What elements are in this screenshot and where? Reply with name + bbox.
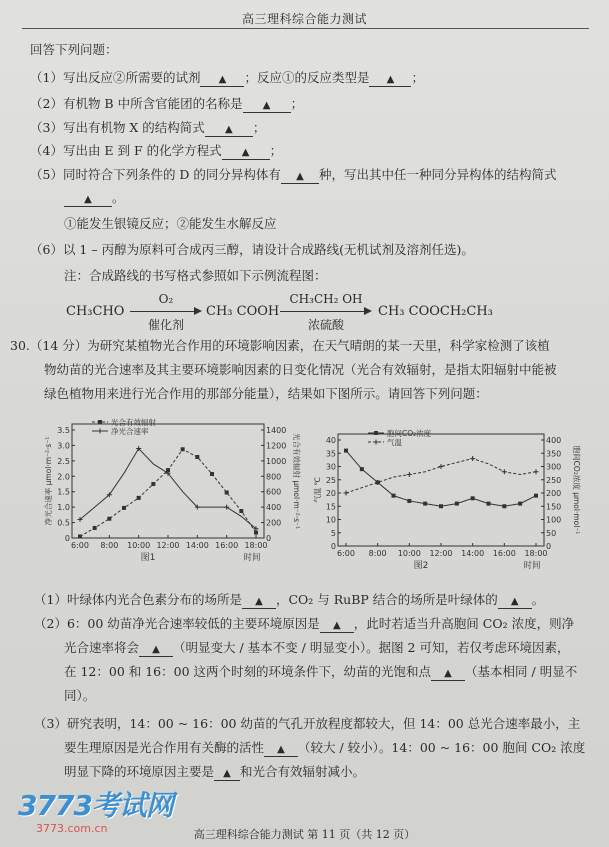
series-line	[80, 449, 256, 529]
x-tick-label: 16:00	[492, 549, 516, 558]
legend-marker	[374, 431, 378, 435]
arrow-2-condition: 浓硫酸	[307, 318, 344, 332]
x-tick-label: 8:00	[100, 541, 119, 550]
legend-marker	[98, 420, 102, 424]
legend-label: 气温	[387, 438, 402, 447]
x-tick-label: 18:00	[244, 541, 268, 550]
series-point	[225, 490, 229, 494]
x-tick-label: 14:00	[185, 541, 209, 550]
right-y-tick-label: 400	[546, 436, 562, 445]
x-axis-label: 时间	[243, 553, 261, 563]
figure-1-svg	[42, 408, 304, 573]
series-point	[471, 496, 475, 500]
right-y-tick-label: 150	[546, 502, 562, 512]
right-y-tick-label: 100	[546, 515, 562, 525]
left-y-tick-label: 20	[325, 489, 336, 498]
left-y-tick-label: 40	[325, 436, 336, 445]
question-3: （3）写出有机物 X 的结构简式 ▲ ；	[30, 120, 266, 135]
left-axis-label: 气温 ℃	[313, 477, 322, 503]
series-point	[407, 499, 411, 503]
right-y-tick-label: 1200	[266, 441, 287, 451]
left-y-tick-label: 0	[330, 542, 336, 551]
header-rule	[22, 28, 589, 29]
left-y-tick-label: 3.0	[57, 441, 70, 451]
reaction-arrow-2	[280, 292, 372, 332]
sub-question-3-line-3: 明显下降的环境原因主要是 ▲ 和光合有效辐射减小。	[64, 764, 366, 779]
left-y-tick-label: 35	[325, 449, 336, 459]
plot-frame	[338, 434, 544, 546]
question-5: （5）同时符合下列条件的 D 的同分异构体有 ▲ 种，写出其中任一种同分异构体的结构简式	[30, 167, 557, 182]
answer-blank[interactable]: ▲	[242, 596, 276, 609]
series-point	[93, 526, 97, 530]
left-y-tick-label: 0.5	[57, 518, 70, 528]
left-y-tick-label: 15	[325, 502, 336, 512]
series-point	[195, 455, 199, 459]
answer-blank[interactable]: ▲	[431, 668, 465, 681]
right-y-tick-label: 50	[546, 528, 557, 538]
left-y-tick-label: 2.5	[57, 456, 70, 466]
figure-title: 图2	[413, 561, 429, 571]
question-1: （1）写出反应②所需要的试剂 ▲ ；反应①的反应类型是 ▲ ；	[30, 70, 424, 85]
left-axis-label: 净光合速率 μmol·m⁻²·s⁻¹	[44, 436, 53, 526]
series-point	[502, 469, 507, 474]
watermark-logo: 3773考试网	[18, 789, 173, 822]
watermark-url: 3773.com.cn	[36, 822, 108, 835]
q30-stem-line-2: 物幼苗的光合速率及其主要环境影响因素的日变化情况（光合有效辐射，是指太阳辐射中能被	[44, 362, 557, 377]
question-5-conditions: ①能发生银镜反应；②能发生水解反应	[64, 216, 277, 231]
sub-question-2-line-3: 在 12：00 和 16：00 这两个时刻的环境条件下，幼苗的光饱和点 ▲ （基本相同 / 明显不	[64, 664, 578, 679]
series-point	[407, 472, 412, 477]
legend-label: 光合有效辐射	[111, 418, 156, 427]
right-y-tick-label: 0	[546, 542, 552, 551]
right-y-tick-label: 250	[546, 475, 562, 485]
x-tick-label: 14:00	[461, 549, 485, 558]
right-y-tick-label: 1400	[266, 426, 287, 435]
answer-blank[interactable]: ▲	[243, 100, 291, 113]
series-point	[181, 447, 185, 451]
right-y-tick-label: 400	[266, 503, 282, 513]
legend-marker	[374, 440, 379, 445]
left-y-tick-label: 10	[325, 515, 336, 525]
answer-blank[interactable]: ▲	[214, 768, 240, 781]
left-y-tick-label: 3.5	[57, 426, 70, 435]
x-tick-label: 12:00	[429, 549, 453, 558]
answer-blank[interactable]: ▲	[222, 147, 270, 160]
answer-blank[interactable]: ▲	[320, 620, 354, 633]
right-y-tick-label: 350	[546, 449, 562, 459]
left-y-tick-label: 0	[64, 534, 70, 543]
right-axis-label: 光合有效辐射 μmol·m⁻²·s⁻¹	[292, 432, 301, 530]
series-line	[346, 459, 536, 493]
left-y-tick-label: 1.5	[57, 487, 70, 497]
x-tick-label: 10:00	[127, 541, 151, 550]
series-point	[487, 502, 491, 506]
plot-frame	[72, 424, 264, 538]
left-y-tick-label: 1.0	[57, 503, 70, 513]
question-4: （4）写出由 E 到 F 的化学方程式 ▲ ；	[30, 143, 283, 158]
left-y-tick-label: 30	[325, 462, 336, 472]
right-y-tick-label: 200	[266, 518, 282, 528]
series-point	[224, 505, 229, 510]
reaction-arrow-1	[130, 292, 202, 332]
series-point	[534, 494, 538, 498]
answer-blank[interactable]: ▲	[64, 194, 112, 207]
right-y-tick-label: 0	[266, 534, 272, 543]
series-point	[107, 517, 111, 521]
x-tick-label: 18:00	[524, 549, 548, 558]
legend-label: 胞间CO₂浓度	[387, 429, 432, 438]
series-point	[78, 534, 82, 538]
answer-blank[interactable]: ▲	[498, 596, 532, 609]
series-point	[439, 464, 444, 469]
series-point	[392, 494, 396, 498]
arrow-2-reagent: CH₃CH₂ OH	[289, 292, 363, 306]
answer-blank[interactable]: ▲	[200, 74, 244, 87]
x-tick-label: 16:00	[215, 541, 239, 550]
x-tick-label: 12:00	[156, 541, 180, 550]
series-point	[210, 472, 214, 476]
series-point	[534, 469, 539, 474]
series-point	[239, 509, 243, 513]
series-point	[502, 504, 506, 508]
answer-blank[interactable]: ▲	[139, 644, 173, 657]
series-point	[360, 467, 364, 471]
question-2: （2）有机物 B 中所含官能团的名称是 ▲ ；	[30, 96, 304, 111]
question-6: （6）以 1 – 丙醇为原料可合成丙三醇，请设计合成路线(无机试剂及溶剂任选)。	[30, 242, 474, 257]
left-y-tick-label: 2.0	[57, 472, 70, 482]
question-6-note: 注：合成路线的书写格式参照如下示例流程图：	[64, 268, 327, 283]
figure-title: 图1	[140, 553, 156, 563]
left-y-tick-label: 5	[330, 528, 336, 538]
sub-question-2-line-2: 光合速率将会 ▲ （明显变大 / 基本不变 / 明显变小）。据图 2 可知，若仅考虑环境因素，	[64, 640, 570, 655]
legend-marker	[98, 429, 103, 434]
answer-blank[interactable]: ▲	[369, 74, 411, 87]
x-tick-label: 10:00	[397, 549, 421, 558]
chart-figure-1	[42, 408, 304, 577]
sub-question-3-line-2: 要生理原因是光合作用有关酶的活性 ▲ （较大 / 较小）。14：00 ~ 16：00 胞间 CO₂ 浓度	[64, 740, 586, 755]
answer-blank[interactable]: ▲	[264, 744, 298, 757]
right-y-tick-label: 300	[546, 462, 562, 472]
series-point	[344, 491, 349, 496]
series-point	[137, 496, 141, 500]
intermediate-formula: CH₃ COOH	[206, 304, 280, 319]
reactant-formula: CH₃CHO	[66, 304, 125, 319]
series-line	[346, 451, 536, 507]
product-formula: CH₃ COOCH₂CH₃	[378, 304, 493, 319]
left-y-tick-label: 25	[325, 475, 336, 485]
q30-stem-line-3: 绿色植物用来进行光合作用的那部分能量），结果如下图所示。请回答下列问题：	[44, 386, 488, 401]
series-point	[122, 506, 126, 510]
x-tick-label: 6:00	[337, 549, 355, 558]
right-y-tick-label: 1000	[266, 456, 287, 466]
legend-label: 净光合速率	[111, 427, 149, 436]
sub-question-2-line-1: （2）6：00 幼苗净光合速率较低的主要环境原因是 ▲ ，此时若适当升高胞间 CO₂ 浓度，则净	[34, 616, 575, 631]
sub-question-1: （1）叶绿体内光合色素分布的场所是 ▲ ，CO₂ 与 RuBP 结合的场所是叶绿体的 ▲ 。	[34, 592, 545, 607]
answer-blank[interactable]: ▲	[281, 171, 319, 184]
page-header: 高三理科综合能力测试	[241, 12, 367, 26]
series-point	[455, 502, 459, 506]
intro-text: 回答下列问题：	[30, 42, 118, 57]
right-y-tick-label: 600	[266, 487, 282, 497]
question-5-continued: ▲ 。	[64, 190, 125, 207]
right-y-tick-label: 200	[546, 489, 562, 498]
sub-question-3-line-1: （3）研究表明，14：00 ~ 16：00 幼苗的气孔开放程度都较大，但 14：00 总光合速率最小，主	[34, 716, 581, 731]
arrow-1-reagent: O₂	[158, 292, 174, 306]
series-point	[470, 456, 475, 461]
series-line	[80, 449, 256, 536]
arrow-1-condition: 催化剂	[147, 318, 184, 332]
series-point	[518, 502, 522, 506]
page-footer: 高三理科综合能力测试 第 11 页（共 12 页）	[193, 828, 416, 841]
series-point	[151, 482, 155, 486]
chart-figure-2	[312, 408, 582, 577]
answer-blank[interactable]: ▲	[205, 124, 253, 137]
sub-question-2-line-4: 同）。	[64, 688, 96, 703]
figure-2-svg	[312, 408, 582, 573]
x-axis-label: 时间	[523, 561, 541, 571]
series-point	[423, 502, 427, 506]
right-axis-label: 胞间CO₂浓度 μmol·mol⁻¹	[572, 445, 581, 535]
series-point	[439, 504, 443, 508]
synthesis-route-example	[66, 292, 586, 332]
x-tick-label: 8:00	[368, 549, 387, 558]
q30-stem-line-1: 30.（14 分）为研究某植物光合作用的环境影响因素，在天气晴朗的某一天里，科学家检测了该植	[10, 338, 550, 353]
x-tick-label: 6:00	[71, 541, 89, 550]
series-point	[344, 449, 348, 453]
right-y-tick-label: 800	[266, 472, 282, 482]
